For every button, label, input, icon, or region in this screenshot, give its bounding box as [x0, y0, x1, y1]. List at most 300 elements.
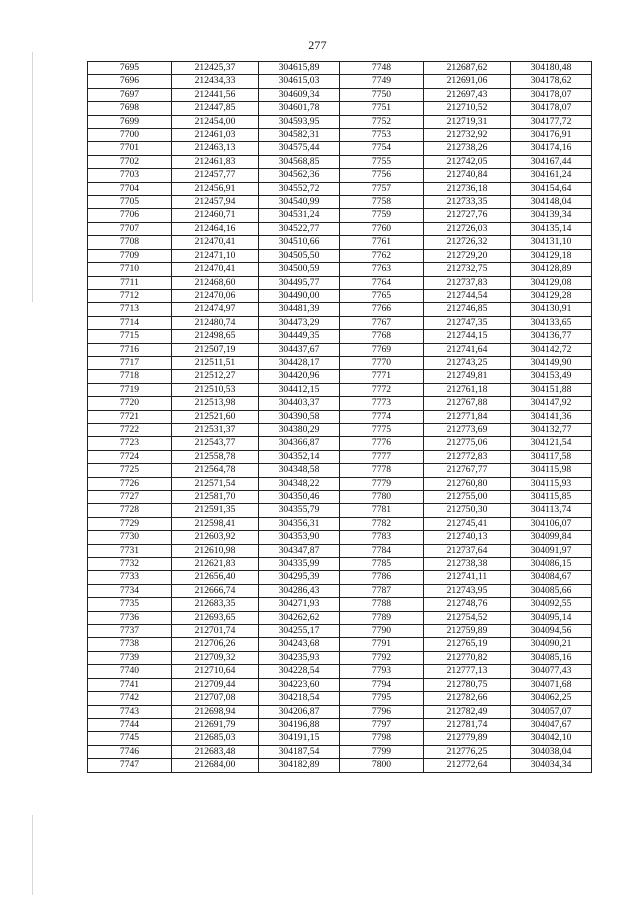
- y-coordinate-cell: 304473,29: [259, 316, 340, 329]
- y-coordinate-cell: 304085,66: [511, 584, 592, 597]
- point-number-cell: 7777: [340, 450, 424, 463]
- table-row: [88, 316, 592, 329]
- point-number-cell: 7778: [340, 464, 424, 477]
- point-number-cell: 7752: [340, 115, 424, 128]
- x-coordinate-cell: 212507,19: [172, 343, 259, 356]
- x-coordinate-cell: 212732,75: [424, 263, 511, 276]
- x-coordinate-cell: 212742,05: [424, 155, 511, 168]
- point-number-cell: 7750: [340, 88, 424, 101]
- y-coordinate-cell: 304582,31: [259, 129, 340, 142]
- point-number-cell: 7733: [88, 571, 172, 584]
- table-row: [88, 464, 592, 477]
- x-coordinate-cell: 212691,06: [424, 75, 511, 88]
- table-row: [88, 611, 592, 624]
- x-coordinate-cell: 212772,83: [424, 450, 511, 463]
- point-number-cell: 7772: [340, 383, 424, 396]
- y-coordinate-cell: 304510,66: [259, 236, 340, 249]
- x-coordinate-cell: 212770,82: [424, 651, 511, 664]
- point-number-cell: 7788: [340, 598, 424, 611]
- y-coordinate-cell: 304295,39: [259, 571, 340, 584]
- y-coordinate-cell: 304352,14: [259, 450, 340, 463]
- point-number-cell: 7747: [88, 759, 172, 772]
- table-row: [88, 155, 592, 168]
- x-coordinate-cell: 212666,74: [172, 584, 259, 597]
- x-coordinate-cell: 212598,41: [172, 517, 259, 530]
- point-number-cell: 7774: [340, 410, 424, 423]
- x-coordinate-cell: 212425,37: [172, 62, 259, 75]
- y-coordinate-cell: 304180,48: [511, 62, 592, 75]
- x-coordinate-cell: 212512,27: [172, 370, 259, 383]
- point-number-cell: 7704: [88, 182, 172, 195]
- table-row: [88, 759, 592, 772]
- x-coordinate-cell: 212772,64: [424, 759, 511, 772]
- y-coordinate-cell: 304133,65: [511, 316, 592, 329]
- x-coordinate-cell: 212741,11: [424, 571, 511, 584]
- point-number-cell: 7756: [340, 169, 424, 182]
- point-number-cell: 7740: [88, 665, 172, 678]
- y-coordinate-cell: 304347,87: [259, 544, 340, 557]
- x-coordinate-cell: 212463,13: [172, 142, 259, 155]
- x-coordinate-cell: 212513,98: [172, 397, 259, 410]
- y-coordinate-cell: 304522,77: [259, 222, 340, 235]
- y-coordinate-cell: 304115,98: [511, 464, 592, 477]
- table-row: [88, 450, 592, 463]
- point-number-cell: 7790: [340, 625, 424, 638]
- y-coordinate-cell: 304428,17: [259, 356, 340, 369]
- y-coordinate-cell: 304047,67: [511, 718, 592, 731]
- table-row: [88, 692, 592, 705]
- x-coordinate-cell: 212740,13: [424, 531, 511, 544]
- point-number-cell: 7713: [88, 303, 172, 316]
- x-coordinate-cell: 212777,13: [424, 665, 511, 678]
- point-number-cell: 7744: [88, 718, 172, 731]
- x-coordinate-cell: 212474,97: [172, 303, 259, 316]
- y-coordinate-cell: 304531,24: [259, 209, 340, 222]
- point-number-cell: 7702: [88, 155, 172, 168]
- point-number-cell: 7729: [88, 517, 172, 530]
- x-coordinate-cell: 212571,54: [172, 477, 259, 490]
- x-coordinate-cell: 212779,89: [424, 732, 511, 745]
- x-coordinate-cell: 212750,30: [424, 504, 511, 517]
- x-coordinate-cell: 212656,40: [172, 571, 259, 584]
- point-number-cell: 7760: [340, 222, 424, 235]
- x-coordinate-cell: 212461,83: [172, 155, 259, 168]
- y-coordinate-cell: 304092,55: [511, 598, 592, 611]
- y-coordinate-cell: 304481,39: [259, 303, 340, 316]
- table-row: [88, 718, 592, 731]
- x-coordinate-cell: 212744,54: [424, 289, 511, 302]
- x-coordinate-cell: 212521,60: [172, 410, 259, 423]
- point-number-cell: 7794: [340, 678, 424, 691]
- y-coordinate-cell: 304262,62: [259, 611, 340, 624]
- y-coordinate-cell: 304106,07: [511, 517, 592, 530]
- x-coordinate-cell: 212755,00: [424, 491, 511, 504]
- x-coordinate-cell: 212531,37: [172, 423, 259, 436]
- point-number-cell: 7757: [340, 182, 424, 195]
- y-coordinate-cell: 304356,31: [259, 517, 340, 530]
- table-row: [88, 330, 592, 343]
- table-row: [88, 732, 592, 745]
- point-number-cell: 7700: [88, 129, 172, 142]
- y-coordinate-cell: 304113,74: [511, 504, 592, 517]
- y-coordinate-cell: 304355,79: [259, 504, 340, 517]
- table-row: [88, 531, 592, 544]
- point-number-cell: 7782: [340, 517, 424, 530]
- y-coordinate-cell: 304380,29: [259, 423, 340, 436]
- point-number-cell: 7753: [340, 129, 424, 142]
- point-number-cell: 7711: [88, 276, 172, 289]
- x-coordinate-cell: 212709,44: [172, 678, 259, 691]
- point-number-cell: 7739: [88, 651, 172, 664]
- table-row: [88, 571, 592, 584]
- y-coordinate-cell: 304495,77: [259, 276, 340, 289]
- y-coordinate-cell: 304187,54: [259, 745, 340, 758]
- table-row: [88, 437, 592, 450]
- y-coordinate-cell: 304085,16: [511, 651, 592, 664]
- point-number-cell: 7695: [88, 62, 172, 75]
- y-coordinate-cell: 304348,22: [259, 477, 340, 490]
- y-coordinate-cell: 304094,56: [511, 625, 592, 638]
- point-number-cell: 7751: [340, 102, 424, 115]
- y-coordinate-cell: 304115,85: [511, 491, 592, 504]
- x-coordinate-cell: 212685,03: [172, 732, 259, 745]
- x-coordinate-cell: 212454,00: [172, 115, 259, 128]
- scan-margin-line: [32, 52, 33, 302]
- table-row: [88, 169, 592, 182]
- x-coordinate-cell: 212749,81: [424, 370, 511, 383]
- table-row: [88, 88, 592, 101]
- x-coordinate-cell: 212603,92: [172, 531, 259, 544]
- y-coordinate-cell: 304034,34: [511, 759, 592, 772]
- x-coordinate-cell: 212457,77: [172, 169, 259, 182]
- x-coordinate-cell: 212460,71: [172, 209, 259, 222]
- x-coordinate-cell: 212726,32: [424, 236, 511, 249]
- x-coordinate-cell: 212759,89: [424, 625, 511, 638]
- table-row: [88, 558, 592, 571]
- y-coordinate-cell: 304615,03: [259, 75, 340, 88]
- y-coordinate-cell: 304437,67: [259, 343, 340, 356]
- x-coordinate-cell: 212710,64: [172, 665, 259, 678]
- y-coordinate-cell: 304042,10: [511, 732, 592, 745]
- x-coordinate-cell: 212775,06: [424, 437, 511, 450]
- x-coordinate-cell: 212760,80: [424, 477, 511, 490]
- x-coordinate-cell: 212761,18: [424, 383, 511, 396]
- point-number-cell: 7725: [88, 464, 172, 477]
- point-number-cell: 7707: [88, 222, 172, 235]
- y-coordinate-cell: 304153,49: [511, 370, 592, 383]
- point-number-cell: 7715: [88, 330, 172, 343]
- y-coordinate-cell: 304191,15: [259, 732, 340, 745]
- point-number-cell: 7779: [340, 477, 424, 490]
- x-coordinate-cell: 212743,95: [424, 584, 511, 597]
- x-coordinate-cell: 212558,78: [172, 450, 259, 463]
- point-number-cell: 7785: [340, 558, 424, 571]
- y-coordinate-cell: 304132,77: [511, 423, 592, 436]
- y-coordinate-cell: 304174,16: [511, 142, 592, 155]
- table-row: [88, 115, 592, 128]
- y-coordinate-cell: 304196,88: [259, 718, 340, 731]
- x-coordinate-cell: 212776,25: [424, 745, 511, 758]
- point-number-cell: 7737: [88, 625, 172, 638]
- point-number-cell: 7748: [340, 62, 424, 75]
- point-number-cell: 7716: [88, 343, 172, 356]
- y-coordinate-cell: 304500,59: [259, 263, 340, 276]
- y-coordinate-cell: 304161,24: [511, 169, 592, 182]
- point-number-cell: 7708: [88, 236, 172, 249]
- x-coordinate-cell: 212470,41: [172, 236, 259, 249]
- point-number-cell: 7743: [88, 705, 172, 718]
- y-coordinate-cell: 304552,72: [259, 182, 340, 195]
- table-row: [88, 397, 592, 410]
- y-coordinate-cell: 304420,96: [259, 370, 340, 383]
- table-row: [88, 209, 592, 222]
- table-row: [88, 651, 592, 664]
- y-coordinate-cell: 304335,99: [259, 558, 340, 571]
- y-coordinate-cell: 304615,89: [259, 62, 340, 75]
- point-number-cell: 7738: [88, 638, 172, 651]
- x-coordinate-cell: 212767,77: [424, 464, 511, 477]
- x-coordinate-cell: 212754,52: [424, 611, 511, 624]
- y-coordinate-cell: 304154,64: [511, 182, 592, 195]
- x-coordinate-cell: 212470,06: [172, 289, 259, 302]
- x-coordinate-cell: 212461,03: [172, 129, 259, 142]
- x-coordinate-cell: 212781,74: [424, 718, 511, 731]
- point-number-cell: 7766: [340, 303, 424, 316]
- point-number-cell: 7705: [88, 196, 172, 209]
- table-row: [88, 370, 592, 383]
- x-coordinate-cell: 212741,64: [424, 343, 511, 356]
- y-coordinate-cell: 304167,44: [511, 155, 592, 168]
- y-coordinate-cell: 304128,89: [511, 263, 592, 276]
- y-coordinate-cell: 304218,54: [259, 692, 340, 705]
- x-coordinate-cell: 212470,41: [172, 263, 259, 276]
- y-coordinate-cell: 304505,50: [259, 249, 340, 262]
- point-number-cell: 7761: [340, 236, 424, 249]
- x-coordinate-cell: 212737,83: [424, 276, 511, 289]
- x-coordinate-cell: 212780,75: [424, 678, 511, 691]
- table-row: [88, 504, 592, 517]
- scan-margin-line: [32, 815, 33, 895]
- point-number-cell: 7786: [340, 571, 424, 584]
- x-coordinate-cell: 212621,83: [172, 558, 259, 571]
- point-number-cell: 7719: [88, 383, 172, 396]
- y-coordinate-cell: 304353,90: [259, 531, 340, 544]
- point-number-cell: 7791: [340, 638, 424, 651]
- y-coordinate-cell: 304609,34: [259, 88, 340, 101]
- point-number-cell: 7799: [340, 745, 424, 758]
- y-coordinate-cell: 304062,25: [511, 692, 592, 705]
- y-coordinate-cell: 304057,07: [511, 705, 592, 718]
- x-coordinate-cell: 212447,85: [172, 102, 259, 115]
- y-coordinate-cell: 304490,00: [259, 289, 340, 302]
- point-number-cell: 7723: [88, 437, 172, 450]
- point-number-cell: 7721: [88, 410, 172, 423]
- y-coordinate-cell: 304403,37: [259, 397, 340, 410]
- y-coordinate-cell: 304223,60: [259, 678, 340, 691]
- table-row: [88, 142, 592, 155]
- table-row: [88, 638, 592, 651]
- y-coordinate-cell: 304148,04: [511, 196, 592, 209]
- x-coordinate-cell: 212464,16: [172, 222, 259, 235]
- table-row: [88, 477, 592, 490]
- y-coordinate-cell: 304084,67: [511, 571, 592, 584]
- point-number-cell: 7759: [340, 209, 424, 222]
- x-coordinate-cell: 212727,76: [424, 209, 511, 222]
- y-coordinate-cell: 304178,07: [511, 88, 592, 101]
- point-number-cell: 7796: [340, 705, 424, 718]
- point-number-cell: 7800: [340, 759, 424, 772]
- x-coordinate-cell: 212684,00: [172, 759, 259, 772]
- x-coordinate-cell: 212471,10: [172, 249, 259, 262]
- table-row: [88, 705, 592, 718]
- y-coordinate-cell: 304271,93: [259, 598, 340, 611]
- y-coordinate-cell: 304131,10: [511, 236, 592, 249]
- x-coordinate-cell: 212729,20: [424, 249, 511, 262]
- x-coordinate-cell: 212683,35: [172, 598, 259, 611]
- point-number-cell: 7792: [340, 651, 424, 664]
- table-row: [88, 665, 592, 678]
- table-row: [88, 423, 592, 436]
- y-coordinate-cell: 304243,68: [259, 638, 340, 651]
- y-coordinate-cell: 304129,28: [511, 289, 592, 302]
- point-number-cell: 7797: [340, 718, 424, 731]
- point-number-cell: 7728: [88, 504, 172, 517]
- y-coordinate-cell: 304038,04: [511, 745, 592, 758]
- point-number-cell: 7742: [88, 692, 172, 705]
- x-coordinate-cell: 212732,92: [424, 129, 511, 142]
- y-coordinate-cell: 304449,35: [259, 330, 340, 343]
- x-coordinate-cell: 212709,32: [172, 651, 259, 664]
- y-coordinate-cell: 304601,78: [259, 102, 340, 115]
- table-row: [88, 303, 592, 316]
- point-number-cell: 7767: [340, 316, 424, 329]
- point-number-cell: 7730: [88, 531, 172, 544]
- y-coordinate-cell: 304176,91: [511, 129, 592, 142]
- x-coordinate-cell: 212456,91: [172, 182, 259, 195]
- table-row: [88, 62, 592, 75]
- x-coordinate-cell: 212706,26: [172, 638, 259, 651]
- y-coordinate-cell: 304562,36: [259, 169, 340, 182]
- y-coordinate-cell: 304129,08: [511, 276, 592, 289]
- point-number-cell: 7724: [88, 450, 172, 463]
- point-number-cell: 7764: [340, 276, 424, 289]
- table-row: [88, 276, 592, 289]
- point-number-cell: 7698: [88, 102, 172, 115]
- x-coordinate-cell: 212441,56: [172, 88, 259, 101]
- point-number-cell: 7731: [88, 544, 172, 557]
- table-row: [88, 102, 592, 115]
- table-row: [88, 598, 592, 611]
- point-number-cell: 7726: [88, 477, 172, 490]
- y-coordinate-cell: 304255,17: [259, 625, 340, 638]
- x-coordinate-cell: 212480,74: [172, 316, 259, 329]
- x-coordinate-cell: 212738,38: [424, 558, 511, 571]
- table-row: [88, 289, 592, 302]
- point-number-cell: 7714: [88, 316, 172, 329]
- coordinates-table: [87, 61, 592, 773]
- point-number-cell: 7769: [340, 343, 424, 356]
- table-row: [88, 236, 592, 249]
- point-number-cell: 7780: [340, 491, 424, 504]
- point-number-cell: 7770: [340, 356, 424, 369]
- x-coordinate-cell: 212564,78: [172, 464, 259, 477]
- x-coordinate-cell: 212710,52: [424, 102, 511, 115]
- x-coordinate-cell: 212511,51: [172, 356, 259, 369]
- x-coordinate-cell: 212773,69: [424, 423, 511, 436]
- point-number-cell: 7763: [340, 263, 424, 276]
- x-coordinate-cell: 212726,03: [424, 222, 511, 235]
- y-coordinate-cell: 304348,58: [259, 464, 340, 477]
- x-coordinate-cell: 212719,31: [424, 115, 511, 128]
- y-coordinate-cell: 304121,54: [511, 437, 592, 450]
- y-coordinate-cell: 304077,43: [511, 665, 592, 678]
- point-number-cell: 7754: [340, 142, 424, 155]
- point-number-cell: 7718: [88, 370, 172, 383]
- x-coordinate-cell: 212581,70: [172, 491, 259, 504]
- x-coordinate-cell: 212698,94: [172, 705, 259, 718]
- point-number-cell: 7771: [340, 370, 424, 383]
- y-coordinate-cell: 304130,91: [511, 303, 592, 316]
- y-coordinate-cell: 304575,44: [259, 142, 340, 155]
- point-number-cell: 7717: [88, 356, 172, 369]
- point-number-cell: 7783: [340, 531, 424, 544]
- y-coordinate-cell: 304568,85: [259, 155, 340, 168]
- table-row: [88, 249, 592, 262]
- point-number-cell: 7745: [88, 732, 172, 745]
- y-coordinate-cell: 304182,89: [259, 759, 340, 772]
- y-coordinate-cell: 304350,46: [259, 491, 340, 504]
- point-number-cell: 7734: [88, 584, 172, 597]
- point-number-cell: 7735: [88, 598, 172, 611]
- page-number: 277: [308, 38, 327, 52]
- x-coordinate-cell: 212746,85: [424, 303, 511, 316]
- point-number-cell: 7789: [340, 611, 424, 624]
- y-coordinate-cell: 304091,97: [511, 544, 592, 557]
- point-number-cell: 7762: [340, 249, 424, 262]
- point-number-cell: 7741: [88, 678, 172, 691]
- point-number-cell: 7722: [88, 423, 172, 436]
- table-row: [88, 584, 592, 597]
- table-row: [88, 356, 592, 369]
- point-number-cell: 7773: [340, 397, 424, 410]
- point-number-cell: 7710: [88, 263, 172, 276]
- y-coordinate-cell: 304390,58: [259, 410, 340, 423]
- y-coordinate-cell: 304147,92: [511, 397, 592, 410]
- x-coordinate-cell: 212610,98: [172, 544, 259, 557]
- x-coordinate-cell: 212743,25: [424, 356, 511, 369]
- y-coordinate-cell: 304178,62: [511, 75, 592, 88]
- point-number-cell: 7749: [340, 75, 424, 88]
- y-coordinate-cell: 304115,93: [511, 477, 592, 490]
- table-row: [88, 129, 592, 142]
- x-coordinate-cell: 212745,41: [424, 517, 511, 530]
- table-row: [88, 410, 592, 423]
- point-number-cell: 7784: [340, 544, 424, 557]
- table-row: [88, 263, 592, 276]
- y-coordinate-cell: 304540,99: [259, 196, 340, 209]
- y-coordinate-cell: 304136,77: [511, 330, 592, 343]
- table-row: [88, 491, 592, 504]
- point-number-cell: 7758: [340, 196, 424, 209]
- point-number-cell: 7781: [340, 504, 424, 517]
- x-coordinate-cell: 212691,79: [172, 718, 259, 731]
- table-row: [88, 544, 592, 557]
- point-number-cell: 7736: [88, 611, 172, 624]
- y-coordinate-cell: 304117,58: [511, 450, 592, 463]
- x-coordinate-cell: 212736,18: [424, 182, 511, 195]
- x-coordinate-cell: 212457,94: [172, 196, 259, 209]
- x-coordinate-cell: 212693,65: [172, 611, 259, 624]
